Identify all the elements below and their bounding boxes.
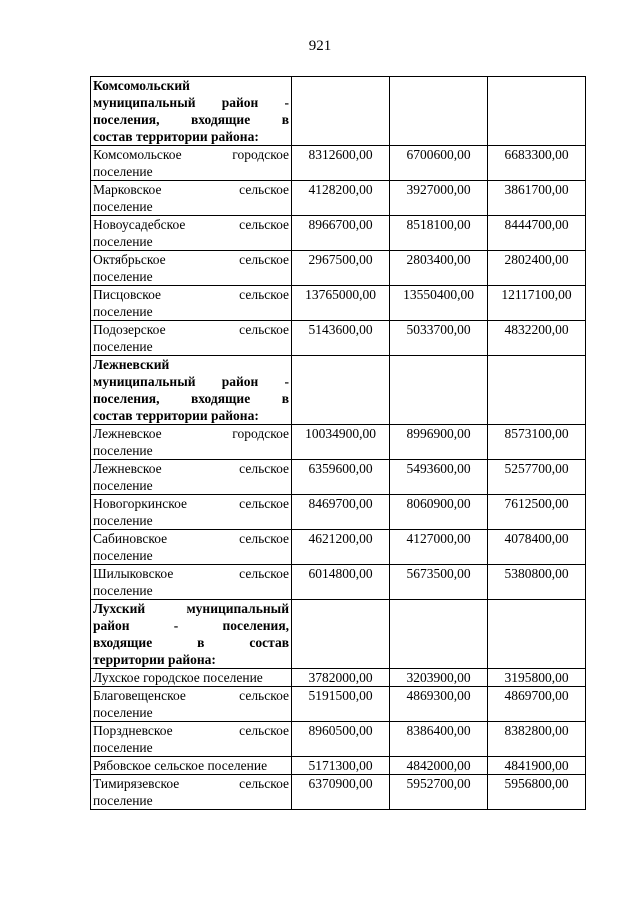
value-cell-1: 4128200,00 (292, 181, 390, 216)
table-row (91, 321, 586, 356)
settlement-name-cell (91, 530, 292, 565)
value-cell-2 (390, 356, 488, 425)
value-cell-1: 4621200,00 (292, 530, 390, 565)
value-cell-1: 3782000,00 (292, 669, 390, 687)
settlement-name-cell (91, 775, 292, 810)
table-row (91, 495, 586, 530)
value-cell-2: 4842000,00 (390, 757, 488, 775)
name-line: поселение (93, 304, 153, 319)
settlement-name-cell (91, 687, 292, 722)
settlement-name-cell (91, 216, 292, 251)
table-row (91, 251, 586, 286)
name-line: поселение (93, 548, 153, 563)
table-row (91, 722, 586, 757)
settlement-name-cell (91, 251, 292, 286)
district-header-row (91, 77, 586, 146)
value-cell-3: 4832200,00 (488, 321, 586, 356)
value-cell-3: 12117100,00 (488, 286, 586, 321)
table-row (91, 181, 586, 216)
name-line: Шилыковское сельское (93, 566, 289, 581)
value-cell-2: 4869300,00 (390, 687, 488, 722)
value-cell-1 (292, 356, 390, 425)
value-cell-3: 4869700,00 (488, 687, 586, 722)
value-cell-3: 8573100,00 (488, 425, 586, 460)
name-line: Порздневское сельское (93, 723, 289, 738)
value-cell-2: 13550400,00 (390, 286, 488, 321)
settlement-name-cell (91, 460, 292, 495)
settlement-name-cell (91, 286, 292, 321)
district-name-cell (91, 356, 292, 425)
value-cell-2: 8060900,00 (390, 495, 488, 530)
name-line: Комсомольское городское (93, 147, 289, 162)
value-cell-3: 5257700,00 (488, 460, 586, 495)
district-name-cell (91, 600, 292, 669)
name-line: район - поселения, (93, 618, 289, 633)
value-cell-1: 8966700,00 (292, 216, 390, 251)
name-line: состав территории района: (93, 408, 259, 423)
table-row (91, 530, 586, 565)
name-line: территории района: (93, 652, 216, 667)
settlement-name-cell (91, 321, 292, 356)
budget-table-body (91, 77, 586, 810)
name-line: Лежневский (93, 357, 170, 372)
district-header-row (91, 356, 586, 425)
name-line: Писцовское сельское (93, 287, 289, 302)
settlement-name-cell (91, 425, 292, 460)
name-line: Тимирязевское сельское (93, 776, 289, 791)
value-cell-3: 5380800,00 (488, 565, 586, 600)
table-row (91, 687, 586, 722)
value-cell-3: 3861700,00 (488, 181, 586, 216)
value-cell-3: 8382800,00 (488, 722, 586, 757)
name-line: Лежневское городское (93, 426, 289, 441)
name-line: Новоусадебское сельское (93, 217, 289, 232)
name-line: поселения, входящие в (93, 391, 289, 406)
table-row (91, 669, 586, 687)
value-cell-1: 6370900,00 (292, 775, 390, 810)
value-cell-3 (488, 356, 586, 425)
value-cell-1: 5191500,00 (292, 687, 390, 722)
value-cell-3: 4078400,00 (488, 530, 586, 565)
district-header-row (91, 600, 586, 669)
table-row (91, 757, 586, 775)
value-cell-3 (488, 77, 586, 146)
value-cell-1: 5171300,00 (292, 757, 390, 775)
settlement-name-cell (91, 565, 292, 600)
name-line: входящие в состав (93, 635, 289, 650)
settlement-name-cell (91, 722, 292, 757)
value-cell-1: 8469700,00 (292, 495, 390, 530)
value-cell-2: 6700600,00 (390, 146, 488, 181)
value-cell-3: 8444700,00 (488, 216, 586, 251)
value-cell-2: 5952700,00 (390, 775, 488, 810)
name-line: поселение (93, 199, 153, 214)
value-cell-2: 8386400,00 (390, 722, 488, 757)
value-cell-2: 5033700,00 (390, 321, 488, 356)
name-line: муниципальный район - (93, 95, 289, 110)
value-cell-3: 2802400,00 (488, 251, 586, 286)
name-line: поселение (93, 234, 153, 249)
name-line: поселения, входящие в (93, 112, 289, 127)
value-cell-3: 5956800,00 (488, 775, 586, 810)
value-cell-3 (488, 600, 586, 669)
value-cell-3: 6683300,00 (488, 146, 586, 181)
settlement-name-cell (91, 757, 292, 775)
page-number: 921 (308, 38, 332, 54)
table-row (91, 460, 586, 495)
name-line: Лухский муниципальный (93, 601, 289, 616)
value-cell-1: 5143600,00 (292, 321, 390, 356)
value-cell-1 (292, 600, 390, 669)
table-row (91, 146, 586, 181)
district-name-cell (91, 77, 292, 146)
value-cell-2 (390, 77, 488, 146)
name-line: Подозерское сельское (93, 322, 289, 337)
value-cell-1: 13765000,00 (292, 286, 390, 321)
name-line: поселение (93, 513, 153, 528)
value-cell-2 (390, 600, 488, 669)
value-cell-3: 3195800,00 (488, 669, 586, 687)
name-line: Октябрьское сельское (93, 252, 289, 267)
name-line: поселение (93, 705, 153, 720)
value-cell-2: 4127000,00 (390, 530, 488, 565)
name-line: поселение (93, 478, 153, 493)
value-cell-3: 7612500,00 (488, 495, 586, 530)
budget-table (90, 76, 586, 810)
value-cell-2: 5493600,00 (390, 460, 488, 495)
table-row (91, 565, 586, 600)
name-line: Рябовское сельское поселение (93, 758, 268, 773)
settlement-name-cell (91, 181, 292, 216)
table-row (91, 286, 586, 321)
table-row (91, 425, 586, 460)
value-cell-2: 8996900,00 (390, 425, 488, 460)
name-line: Лухское городское поселение (93, 670, 263, 685)
name-line: Комсомольский (93, 78, 190, 93)
table-row (91, 775, 586, 810)
name-line: Новогоркинское сельское (93, 496, 289, 511)
name-line: Марковское сельское (93, 182, 289, 197)
name-line: Сабиновское сельское (93, 531, 289, 546)
value-cell-2: 3203900,00 (390, 669, 488, 687)
name-line: Лежневское сельское (93, 461, 289, 476)
value-cell-1: 2967500,00 (292, 251, 390, 286)
value-cell-2: 2803400,00 (390, 251, 488, 286)
value-cell-2: 8518100,00 (390, 216, 488, 251)
name-line: поселение (93, 164, 153, 179)
name-line: поселение (93, 583, 153, 598)
value-cell-1 (292, 77, 390, 146)
settlement-name-cell (91, 146, 292, 181)
name-line: поселение (93, 443, 153, 458)
value-cell-2: 5673500,00 (390, 565, 488, 600)
value-cell-3: 4841900,00 (488, 757, 586, 775)
value-cell-1: 6014800,00 (292, 565, 390, 600)
table-row (91, 216, 586, 251)
name-line: состав территории района: (93, 129, 259, 144)
name-line: поселение (93, 793, 153, 808)
name-line: поселение (93, 339, 153, 354)
value-cell-1: 10034900,00 (292, 425, 390, 460)
value-cell-1: 8960500,00 (292, 722, 390, 757)
value-cell-1: 8312600,00 (292, 146, 390, 181)
value-cell-1: 6359600,00 (292, 460, 390, 495)
name-line: поселение (93, 269, 153, 284)
settlement-name-cell (91, 495, 292, 530)
name-line: поселение (93, 740, 153, 755)
value-cell-2: 3927000,00 (390, 181, 488, 216)
name-line: Благовещенское сельское (93, 688, 289, 703)
name-line: муниципальный район - (93, 374, 289, 389)
settlement-name-cell (91, 669, 292, 687)
